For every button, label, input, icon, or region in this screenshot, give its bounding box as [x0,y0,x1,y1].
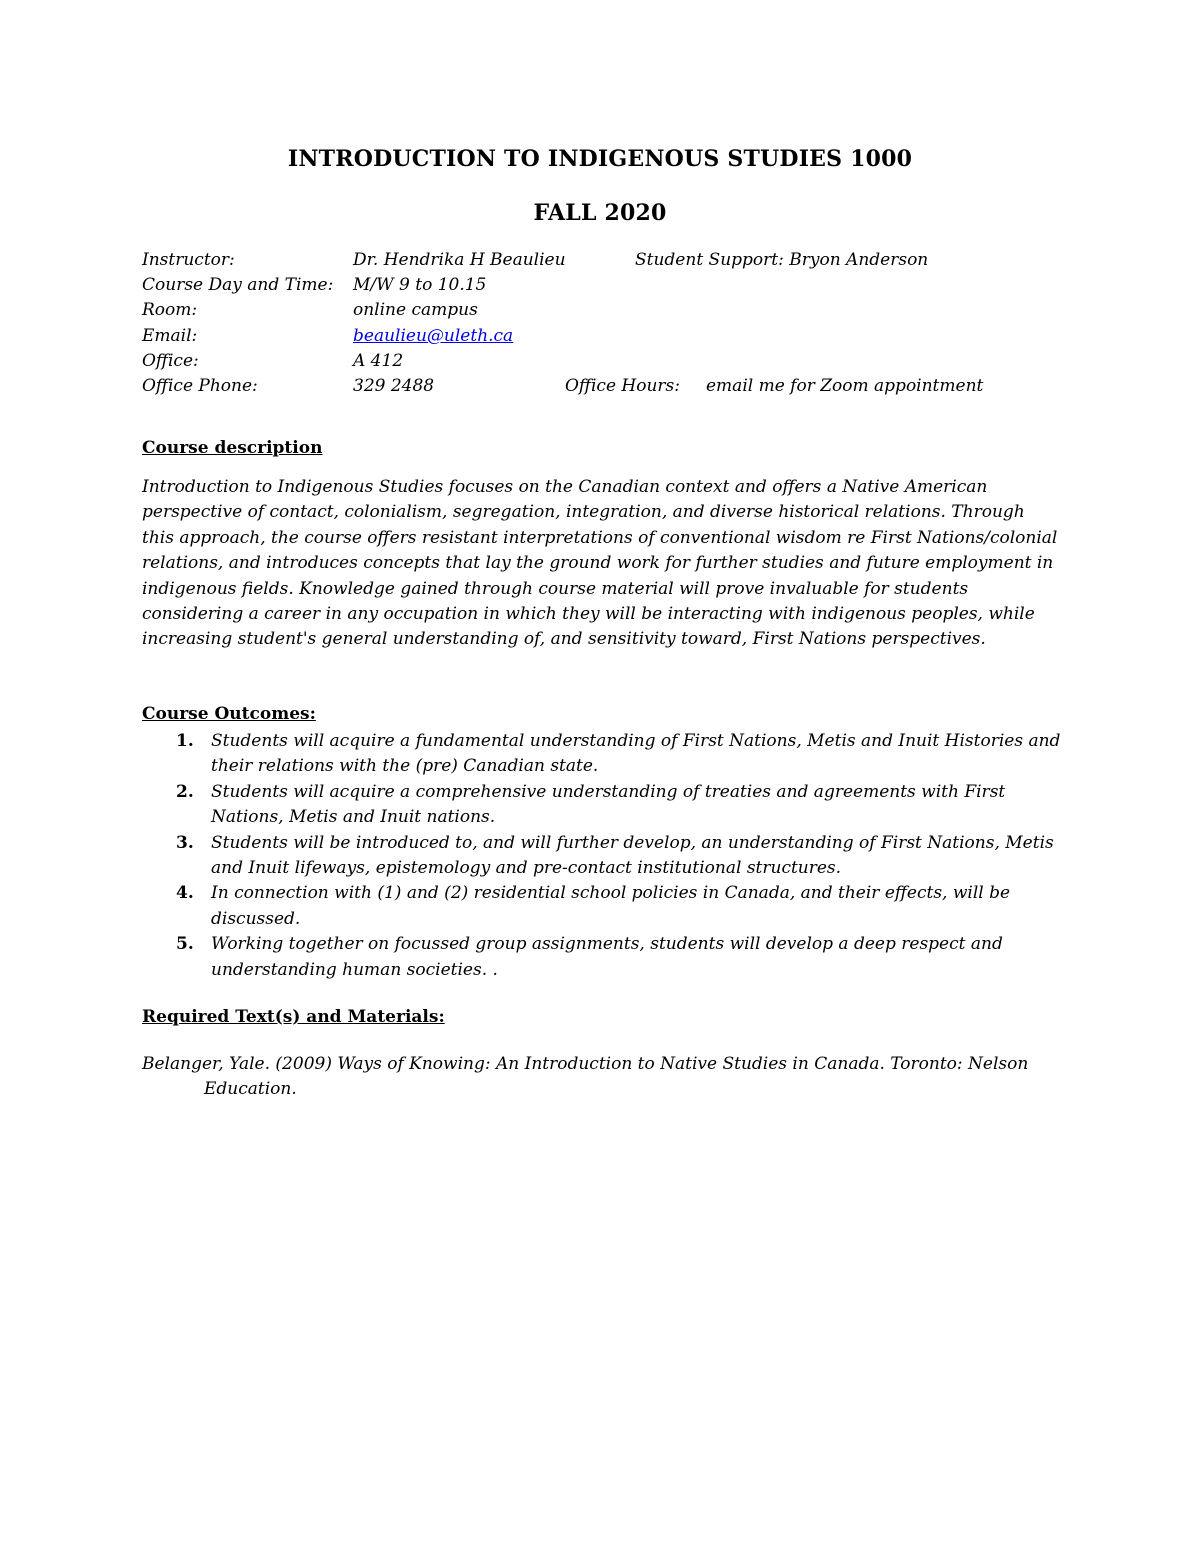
list-item [142,729,1062,780]
office-hours-value: email me for Zoom appointment [706,376,984,396]
list-item [142,780,1062,831]
office-label: Office: [142,351,199,371]
list-number: 3. [176,832,194,853]
office-phone-label: Office Phone: [142,376,258,396]
course-description-heading: Course description [142,438,323,458]
course-time-value: M/W 9 to 10.15 [353,275,487,295]
list-item-text: Students will be introduced to, and will further develop, an understanding of First Nations, Metis and Inuit lifeways, epistemology and pre-contact institutional structures. [211,832,1054,879]
list-item [142,881,1062,932]
office-phone-value: 329 2488 [353,376,435,396]
email-label: Email: [142,326,198,346]
list-item-text: Students will acquire a fundamental understanding of First Nations, Metis and Inuit Histories and their relations with the (pre) Canadian state. [211,731,1061,777]
instructor-value: Dr. Hendrika H Beaulieu [353,250,566,270]
room-value: online campus [353,300,478,320]
list-number: 1. [176,731,194,751]
list-number: 2. [176,781,194,802]
office-hours-label: Office Hours: [565,376,680,396]
office-value: A 412 [353,351,404,371]
required-texts-heading: Required Text(s) and Materials: [142,1007,445,1027]
list-item-text: Students will acquire a comprehensive understanding of treaties and agreements with First Nations, Metis and Inuit nations. [211,781,1006,828]
email-value-wrap [353,326,513,346]
list-item [142,831,1062,882]
list-number: 5. [176,934,194,955]
term-title: FALL 2020 [533,200,667,226]
room-label: Room: [142,300,198,320]
email-link[interactable]: beaulieu@uleth.ca [353,326,514,346]
list-item-text: In connection with (1) and (2) residential school policies in Canada, and their effects, will be discussed. [211,883,1011,929]
course-outcomes-heading: Course Outcomes: [142,704,316,724]
course-title: INTRODUCTION TO INDIGENOUS STUDIES 1000 [287,146,913,172]
list-number: 4. [176,883,194,904]
student-support: Student Support: Bryon Anderson [635,250,929,270]
course-time-label: Course Day and Time: [142,275,334,295]
list-item [142,932,1062,983]
outcomes-list [142,729,1062,983]
instructor-label: Instructor: [142,250,235,270]
required-text-citation: Belanger, Yale. (2009) Ways of Knowing: An Introduction to Native Studies in Canada. Toronto: Nelson Education. [142,1054,1029,1099]
list-item-text: Working together on focussed group assignments, students will develop a deep respect and understanding human societies. . [211,934,1003,980]
course-description-text: Introduction to Indigenous Studies focuses on the Canadian context and offers a Native American perspective of contact, colonialism, segregation, integration, and diverse historical relations. Through this approach, the course offers resistant interpretations of conventional wisdom re First Nations/colonial relations, and introduces concepts that lay the ground work for further studies and future employment in indigenous fields. Knowledge gained through course material will prove invaluable for students considering a career in any occupation in which they will be interacting with indigenous peoples, while increasing student's general understanding of, and sensitivity toward, First Nations perspectives. [142,477,1058,650]
